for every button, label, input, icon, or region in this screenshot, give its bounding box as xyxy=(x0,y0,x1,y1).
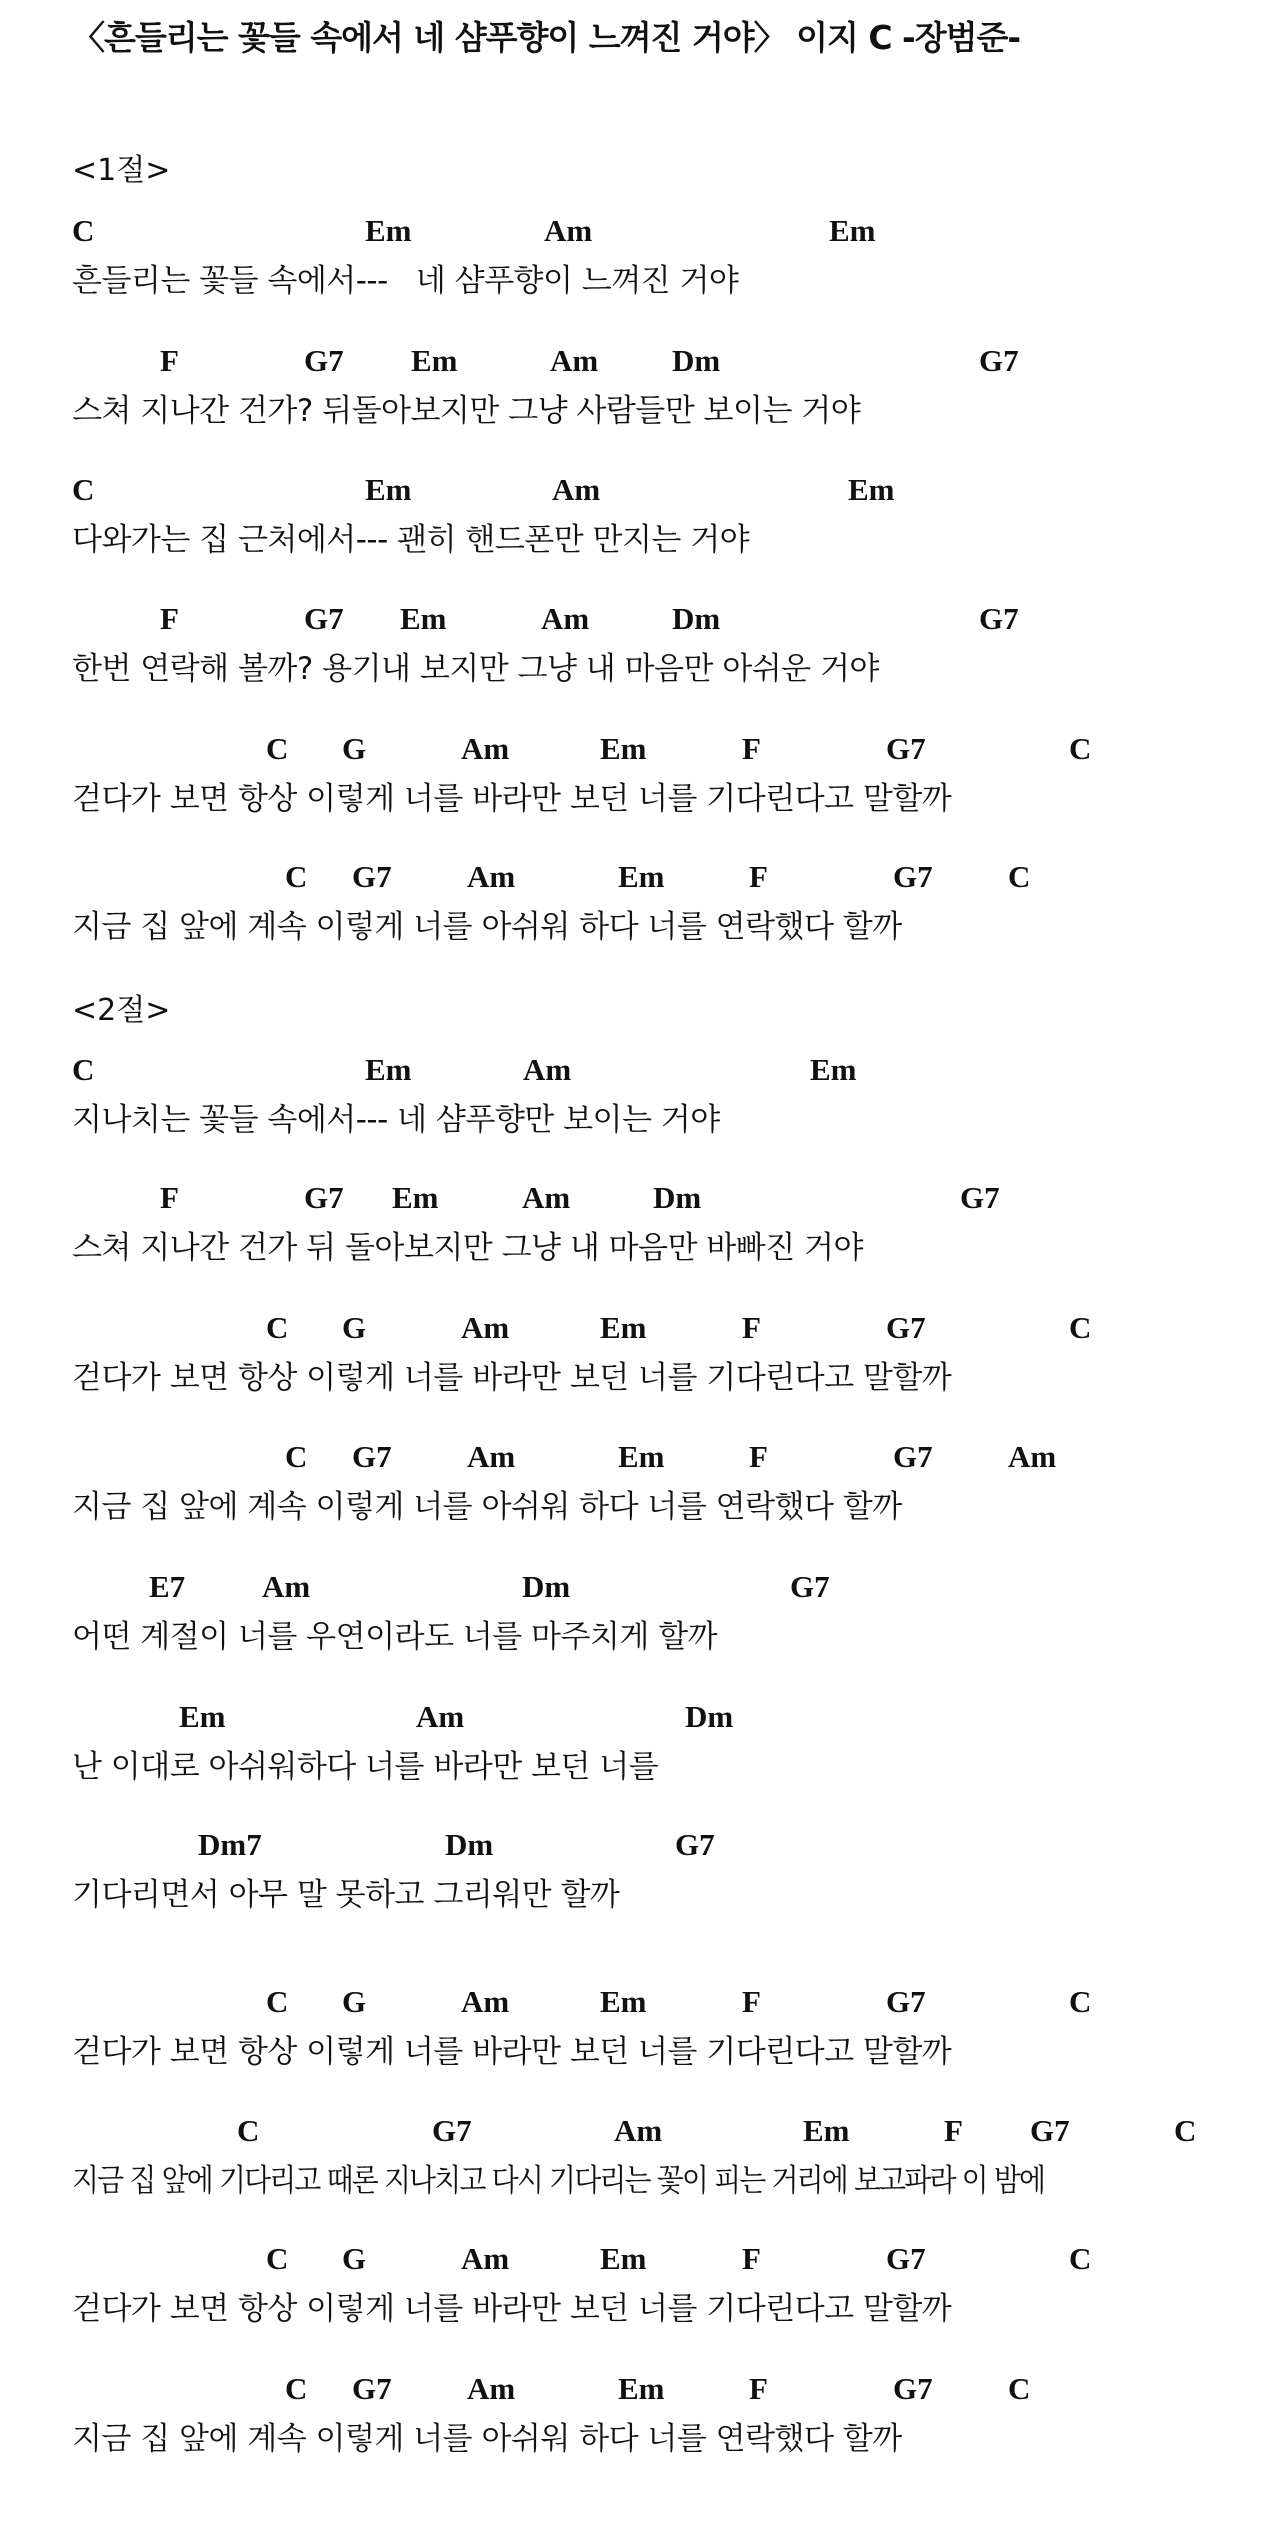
chord: Em xyxy=(179,1699,226,1734)
lyric-line: 흔들리는 꽃들 속에서--- 네 샴푸향이 느껴진 거야 xyxy=(72,263,739,299)
chord: Am xyxy=(467,1439,516,1474)
chord: Em xyxy=(829,213,876,248)
lyric-line: 지금 집 앞에 계속 이렇게 너를 아쉬워 하다 너를 연락했다 할까 xyxy=(72,2421,902,2457)
chord: C xyxy=(1069,1984,1092,2019)
chord: Dm xyxy=(685,1699,734,1734)
chord: C xyxy=(285,859,308,894)
chord: Em xyxy=(600,1984,647,2019)
chord: G7 xyxy=(979,343,1019,378)
chord: Em xyxy=(365,472,412,507)
chord: C xyxy=(266,1984,289,2019)
chord: Em xyxy=(600,1310,647,1345)
chord: E7 xyxy=(149,1569,186,1604)
chord: G xyxy=(342,1984,367,2019)
chord: Am xyxy=(614,2113,663,2148)
lyric-line: 지금 집 앞에 기다리고 때론 지나치고 다시 기다리는 꽃이 피는 거리에 보고파라 이 밤에 xyxy=(72,2163,1045,2199)
lyric-line: 어떤 계절이 너를 우연이라도 너를 마주치게 할까 xyxy=(72,1619,718,1655)
chord: Am xyxy=(461,1984,510,2019)
chord: Dm xyxy=(672,601,721,636)
chord: F xyxy=(749,2371,768,2406)
lyric-line: 걷다가 보면 항상 이렇게 너를 바라만 보던 너를 기다린다고 말할까 xyxy=(72,1360,952,1396)
chord: F xyxy=(749,859,768,894)
chord: Em xyxy=(618,1439,665,1474)
chord: G7 xyxy=(960,1180,1000,1215)
chord: G7 xyxy=(432,2113,472,2148)
chord: C xyxy=(1069,2241,1092,2276)
chord: G xyxy=(342,1310,367,1345)
chord: C xyxy=(1174,2113,1197,2148)
chord: G7 xyxy=(304,1180,344,1215)
chord: G7 xyxy=(886,731,926,766)
lyric-line: 다와가는 집 근처에서--- 괜히 핸드폰만 만지는 거야 xyxy=(72,522,750,558)
lyric-line: 지나치는 꽃들 속에서--- 네 샴푸향만 보이는 거야 xyxy=(72,1102,720,1138)
chord: C xyxy=(1069,731,1092,766)
chord: C xyxy=(266,2241,289,2276)
lyric-line: 스쳐 지나간 건가 뒤 돌아보지만 그냥 내 마음만 바빠진 거야 xyxy=(72,1230,863,1266)
chord: Am xyxy=(523,1052,572,1087)
chord: C xyxy=(72,472,95,507)
chord: C xyxy=(285,2371,308,2406)
lyric-line: 지금 집 앞에 계속 이렇게 너를 아쉬워 하다 너를 연락했다 할까 xyxy=(72,909,902,945)
chord: G xyxy=(342,2241,367,2276)
chord: Am xyxy=(467,2371,516,2406)
chord: Em xyxy=(392,1180,439,1215)
chord: Am xyxy=(461,1310,510,1345)
chord: G7 xyxy=(790,1569,830,1604)
chord: Em xyxy=(411,343,458,378)
chord: C xyxy=(1008,2371,1031,2406)
chord: Dm xyxy=(522,1569,571,1604)
chord: C xyxy=(1008,859,1031,894)
chord: Em xyxy=(618,859,665,894)
lyric-line: 지금 집 앞에 계속 이렇게 너를 아쉬워 하다 너를 연락했다 할까 xyxy=(72,1489,902,1525)
chord: Em xyxy=(600,731,647,766)
chord: F xyxy=(742,2241,761,2276)
lyric-line: 걷다가 보면 항상 이렇게 너를 바라만 보던 너를 기다린다고 말할까 xyxy=(72,781,952,817)
chord: F xyxy=(160,601,179,636)
chord: C xyxy=(237,2113,260,2148)
chord: G7 xyxy=(352,1439,392,1474)
chord: G7 xyxy=(675,1827,715,1862)
chord: C xyxy=(285,1439,308,1474)
chord: G7 xyxy=(352,859,392,894)
chord: G7 xyxy=(886,1984,926,2019)
chord: F xyxy=(160,1180,179,1215)
chord: Am xyxy=(416,1699,465,1734)
chord: C xyxy=(266,731,289,766)
chord: C xyxy=(1069,1310,1092,1345)
chord: Dm7 xyxy=(198,1827,262,1862)
chord: Em xyxy=(803,2113,850,2148)
chord: G7 xyxy=(893,2371,933,2406)
chord: Em xyxy=(810,1052,857,1087)
chord: Em xyxy=(400,601,447,636)
lyric-line: 난 이대로 아쉬워하다 너를 바라만 보던 너를 xyxy=(72,1749,659,1785)
lyric-line: 걷다가 보면 항상 이렇게 너를 바라만 보던 너를 기다린다고 말할까 xyxy=(72,2291,952,2327)
chord: F xyxy=(749,1439,768,1474)
chord: F xyxy=(944,2113,963,2148)
chord: G7 xyxy=(893,1439,933,1474)
song-title: 〈흔들리는 꽃들 속에서 네 샴푸향이 느껴진 거야〉 이지 C -장범준- xyxy=(72,18,1021,57)
chord: G7 xyxy=(352,2371,392,2406)
chord: C xyxy=(72,1052,95,1087)
chord: Em xyxy=(365,1052,412,1087)
section-label-verse-1: <1절> xyxy=(72,153,171,188)
chord: Em xyxy=(365,213,412,248)
chord: Em xyxy=(600,2241,647,2276)
chord: Am xyxy=(467,859,516,894)
chord: G7 xyxy=(304,343,344,378)
lyric-line: 기다리면서 아무 말 못하고 그리워만 할까 xyxy=(72,1877,620,1913)
chord: G xyxy=(342,731,367,766)
chord: C xyxy=(266,1310,289,1345)
chord: F xyxy=(742,731,761,766)
lyric-line: 한번 연락해 볼까? 용기내 보지만 그냥 내 마음만 아쉬운 거야 xyxy=(72,651,879,687)
chord: F xyxy=(742,1984,761,2019)
chord: Am xyxy=(550,343,599,378)
chord: Am xyxy=(1008,1439,1057,1474)
chord: Dm xyxy=(653,1180,702,1215)
chord: G7 xyxy=(979,601,1019,636)
lyric-line: 걷다가 보면 항상 이렇게 너를 바라만 보던 너를 기다린다고 말할까 xyxy=(72,2034,952,2070)
chord: G7 xyxy=(886,2241,926,2276)
chord: G7 xyxy=(893,859,933,894)
lyric-line: 스쳐 지나간 건가? 뒤돌아보지만 그냥 사람들만 보이는 거야 xyxy=(72,393,861,429)
chord: F xyxy=(742,1310,761,1345)
chord: Am xyxy=(461,2241,510,2276)
chord: Am xyxy=(522,1180,571,1215)
chord: Em xyxy=(618,2371,665,2406)
chord: Dm xyxy=(672,343,721,378)
chord: F xyxy=(160,343,179,378)
chord: Am xyxy=(262,1569,311,1604)
chord: Am xyxy=(541,601,590,636)
chord: Am xyxy=(461,731,510,766)
section-label-verse-2: <2절> xyxy=(72,993,171,1028)
chord: G7 xyxy=(886,1310,926,1345)
chord: G7 xyxy=(304,601,344,636)
chord: Am xyxy=(552,472,601,507)
chord: Em xyxy=(848,472,895,507)
chord: C xyxy=(72,213,95,248)
chord: G7 xyxy=(1030,2113,1070,2148)
chord: Am xyxy=(544,213,593,248)
chord: Dm xyxy=(445,1827,494,1862)
